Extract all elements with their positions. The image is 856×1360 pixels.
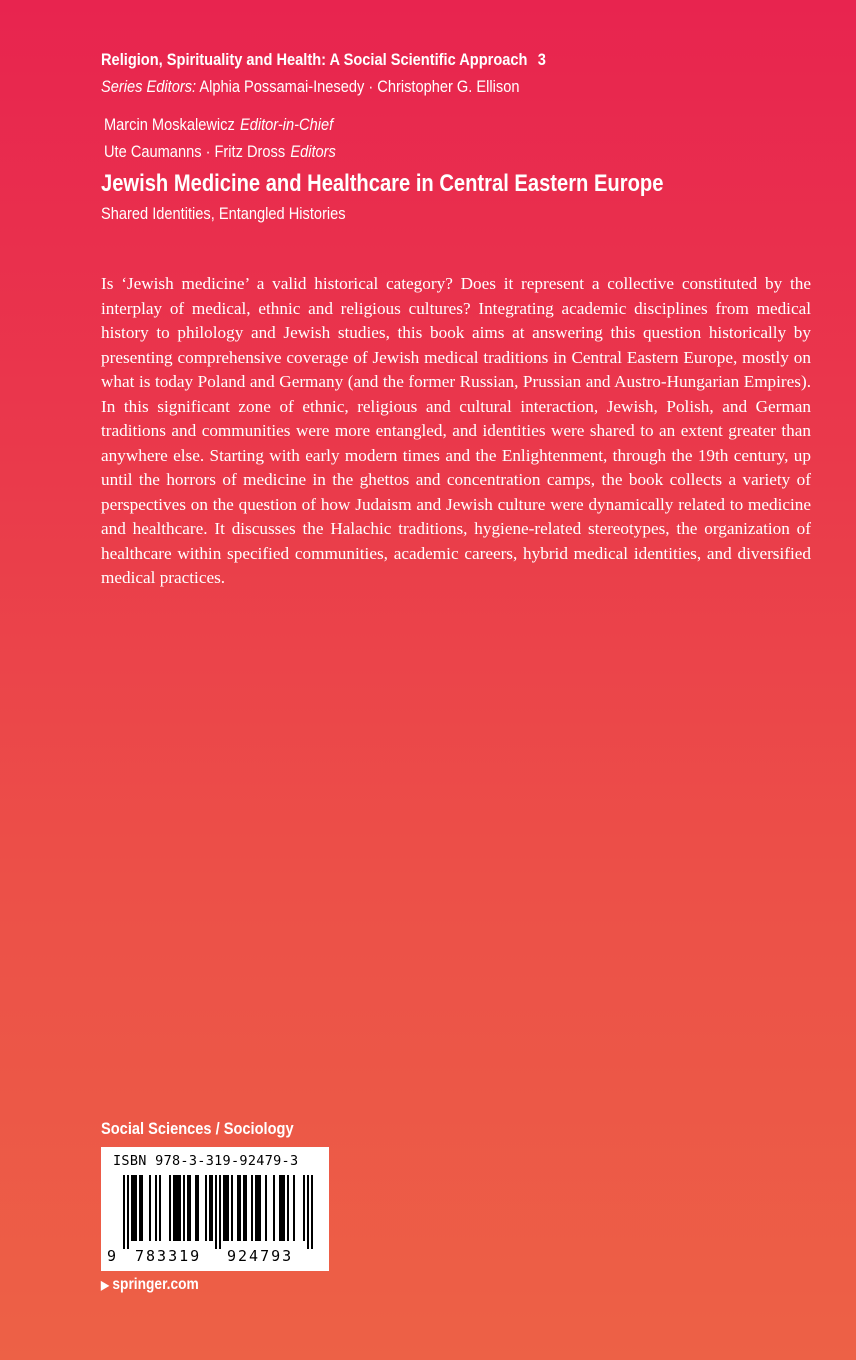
barcode-bar [227, 1175, 229, 1241]
blurb-paragraph: Is ‘Jewish medicine’ a valid historical category? Does it represent a collective constituted by the interplay of medical, ethnic and religious cultures? Integrating academic disciplines from medical history to philology and Jewish studies, this book aims at answering this question historically by presenting comprehensive coverage of Jewish medical traditions in Central Eastern Europe, mostly on what is today Poland and Germany (and the former Russian, Prussian and Austro-Hungarian Empires). In this significant zone of ethnic, religious and cultural interaction, Jewish, Polish, and German traditions and communities were more entangled, and identities were shared to an extent greater than anywhere else. Starting with early modern times and the Enlightenment, through the 19th century, up until the horrors of medicine in the ghettos and concentration camps, the book collects a variety of perspectives on the question of how Judaism and Jewish culture were dynamically related to medicine and healthcare. It discusses the Halachic traditions, hygiene-related stereotypes, the organization of healthcare within specified communities, academic careers, hybrid medical identities, and diversified medical practices. [101, 274, 811, 587]
barcode-bar [195, 1175, 197, 1241]
barcode-bar [131, 1175, 133, 1241]
barcode-bar [133, 1175, 135, 1241]
series-editors-names: Alphia Possamai-Inesedy · Christopher G. Ellison [199, 77, 520, 96]
book-subtitle: Shared Identities, Entangled Histories [101, 204, 346, 223]
barcode-bar [211, 1175, 213, 1241]
barcode-bar [187, 1175, 189, 1241]
barcode-bar [265, 1175, 267, 1241]
barcode-bar [139, 1175, 141, 1241]
series-volume: 3 [537, 50, 546, 69]
barcode-bar [149, 1175, 151, 1241]
barcode-bar [303, 1175, 305, 1241]
series-editors-label: Series Editors: [101, 77, 197, 96]
isbn-barcode [101, 1147, 329, 1271]
barcode-bar [237, 1175, 239, 1241]
barcode-bar [259, 1175, 261, 1241]
barcode-bar [183, 1175, 185, 1241]
website-link[interactable] [101, 1276, 199, 1294]
barcode-bar [127, 1175, 129, 1249]
barcode-bar [169, 1175, 171, 1241]
subject-category: Social Sciences / Sociology [101, 1119, 294, 1138]
barcode-lead-digit: 9 [107, 1247, 117, 1265]
barcode-bar [123, 1175, 125, 1249]
barcode-bar [197, 1175, 199, 1241]
series-title [101, 50, 546, 70]
series-name: Religion, Spirituality and Health: A Social Scientific Approach [101, 50, 528, 69]
barcode-bar [287, 1175, 289, 1241]
triangle-right-icon: ▶ [101, 1278, 109, 1292]
barcode-bar [257, 1175, 259, 1241]
barcode-bar [135, 1175, 137, 1241]
barcode-bar [159, 1175, 161, 1241]
barcode-bar [245, 1175, 247, 1241]
book-editors [104, 142, 336, 162]
book-editors-role: Editors [290, 142, 336, 161]
barcode-bar [189, 1175, 191, 1241]
editor-in-chief-role: Editor-in-Chief [239, 115, 334, 134]
barcode-bar [243, 1175, 245, 1241]
barcode-bar [179, 1175, 181, 1241]
barcode-bar [173, 1175, 175, 1241]
barcode-group-1: 783319 [135, 1247, 202, 1265]
barcode-bar [273, 1175, 275, 1241]
isbn-label: ISBN 978-3-319-92479-3 [113, 1153, 299, 1169]
barcode-bar [205, 1175, 207, 1241]
barcode-bar [279, 1175, 281, 1241]
barcode-bar [311, 1175, 313, 1249]
barcode-bar [223, 1175, 225, 1241]
barcode-bar [219, 1175, 221, 1249]
barcode-bar [307, 1175, 309, 1249]
book-title: Jewish Medicine and Healthcare in Central Eastern Europe [101, 170, 664, 197]
barcode-bar [239, 1175, 241, 1241]
website-text: springer.com [112, 1276, 199, 1293]
barcode-bar [141, 1175, 143, 1241]
editor-in-chief-name: Marcin Moskalewicz [104, 115, 235, 134]
barcode-bar [215, 1175, 217, 1249]
barcode-bar [293, 1175, 295, 1241]
barcode-bar [177, 1175, 179, 1241]
barcode-bar [251, 1175, 253, 1241]
series-editors [101, 77, 519, 97]
barcode-bar [231, 1175, 233, 1241]
barcode-bar [175, 1175, 177, 1241]
barcode-bar [209, 1175, 211, 1241]
barcode-bar [283, 1175, 285, 1241]
editor-in-chief [104, 115, 333, 135]
barcode-bar [281, 1175, 283, 1241]
book-editors-names: Ute Caumanns · Fritz Dross [104, 142, 286, 161]
barcode-bars [113, 1175, 317, 1249]
barcode-bar [155, 1175, 157, 1241]
barcode-bar [255, 1175, 257, 1241]
barcode-bar [225, 1175, 227, 1241]
barcode-group-2: 924793 [227, 1247, 294, 1265]
